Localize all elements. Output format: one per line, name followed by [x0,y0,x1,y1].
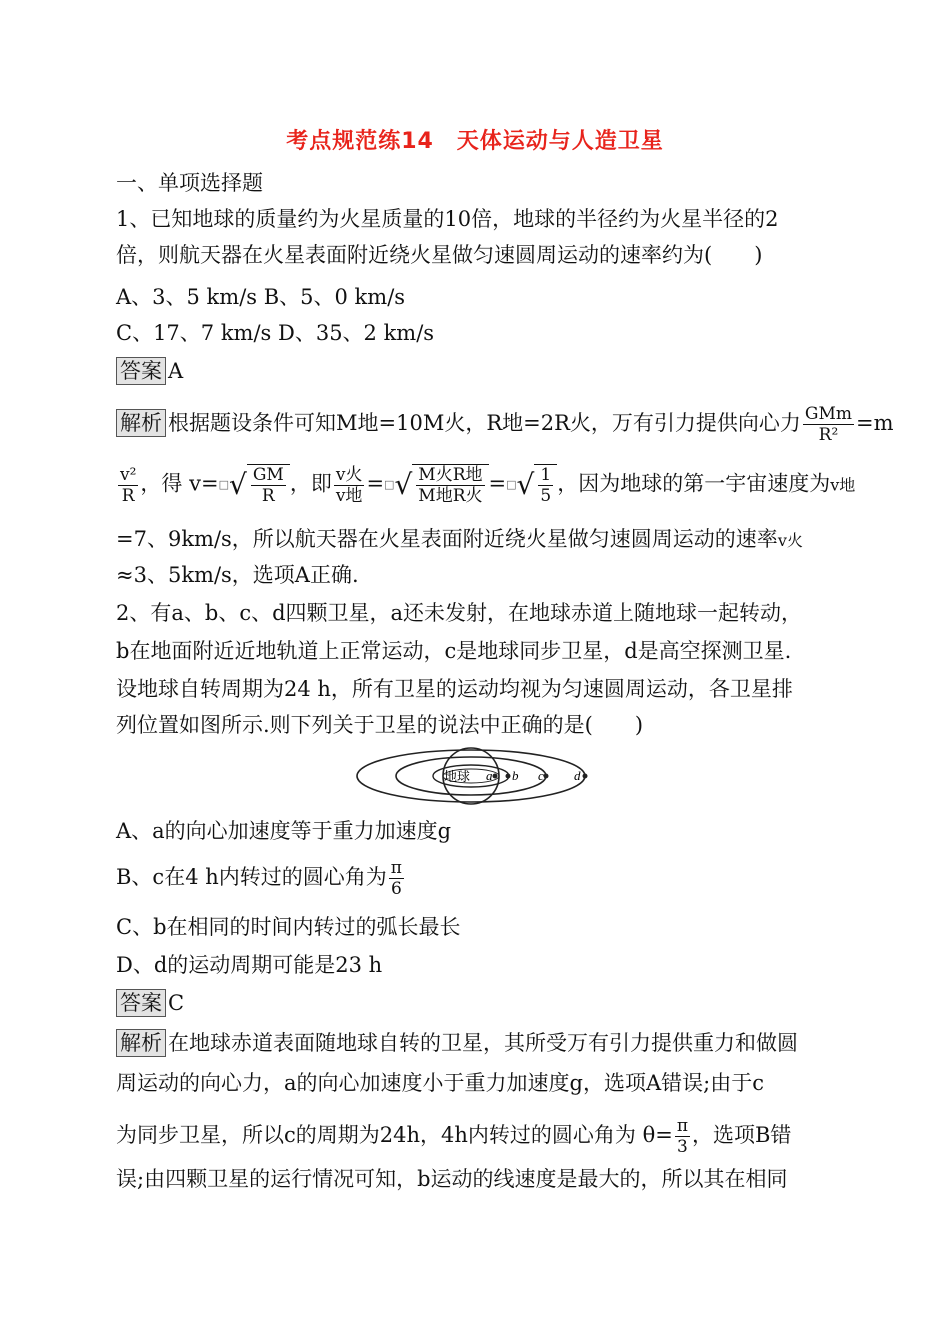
q1-frac-v2r [118,465,138,506]
orbit-c [396,757,546,795]
frac-denominator: M地R火 [418,486,483,506]
frac-numerator: GM [252,465,284,485]
q1-analysis-line4: ≈3、5km/s，选项A正确. [116,563,359,587]
satellite-c-dot [544,774,549,779]
q1-v-earth: v地 [830,475,856,495]
q2-option-b-text: B、c在4 h内转过的圆心角为 [116,865,387,889]
q1-analysis-eq: M地=10M火，R地=2R火，万有引力提供向心力 [336,411,801,435]
q2-option-a: A、a的向心加速度等于重力加速度g [116,819,452,843]
placeholder-box-icon: □ [218,478,229,491]
q2-analysis-line1 [116,1028,798,1058]
q1-options-cd: C、17、7 km/s D、35、2 km/s [116,321,435,345]
q1-sqrt-mr [412,464,488,506]
sqrt-icon: √ [516,468,535,501]
answer-tag: 答案 [116,357,166,385]
answer-tag: 答案 [116,989,166,1017]
frac-numerator: M火R地 [418,465,483,485]
frac-numerator: GMm [804,404,853,424]
q1-answer [116,356,183,386]
q1-sqrt-15 [534,464,557,506]
q1-v-eq: v= [189,471,219,496]
q1-frac-vratio [334,465,365,506]
placeholder-box-icon: □ [384,478,395,491]
frac-numerator: π [390,858,402,878]
q1-text-de: ，得 [140,471,183,496]
q2-answer-value: C [168,991,185,1015]
section-heading: 一、单项选择题 [116,171,263,195]
q2-option-c: C、b在相同的时间内转过的弧长最长 [116,915,461,939]
q1-analysis-line1 [116,404,894,445]
q1-frac-mr [416,465,484,506]
frac-denominator: 3 [676,1137,688,1157]
q2-stem-line4: 列位置如图所示.则下列关于卫星的说法中正确的是( ) [116,713,644,737]
frac-denominator: R [121,485,135,506]
sqrt-icon: √ [394,468,413,501]
q1-analysis-text: 根据题设条件可知 [168,411,336,435]
frac-denominator: R [261,486,275,506]
frac-denominator: R² [818,425,839,445]
q1-analysis-text3: =7、9km/s，所以航天器在火星表面附近绕火星做匀速圆周运动的速率 [116,527,778,551]
satellite-b-label: b [512,768,519,783]
page-title: 考点规范练14 天体运动与人造卫星 [286,129,664,154]
q2-stem-line2: b在地面附近近地轨道上正常运动，c是地球同步卫星，d是高空探测卫星. [116,639,792,663]
q1-stem-line1: 1、已知地球的质量约为火星质量的10倍，地球的半径约为火星半径的2 [116,207,779,231]
q1-options-ab: A、3、5 km/s B、5、0 km/s [116,285,406,309]
q2-frac-pi6 [389,858,404,899]
frac-denominator: 5 [540,486,552,506]
frac-denominator: 6 [390,879,402,899]
sqrt-icon: √ [228,468,247,501]
q2-analysis-tail3: ，选项B错 [692,1123,792,1147]
satellite-b-dot [506,774,511,779]
q1-frac-15 [538,465,553,506]
satellite-d-dot [583,774,588,779]
q2-analysis-text3: 为同步卫星，所以c的周期为24h，4h内转过的圆心角为 θ= [116,1123,673,1147]
q1-stem-line2: 倍，则航天器在火星表面附近绕火星做匀速圆周运动的速率约为( ) [116,243,763,267]
q1-frac-gmr [251,465,286,506]
q2-analysis-text1: 在地球赤道表面随地球自转的卫星，其所受万有引力提供重力和做圆 [168,1031,798,1055]
q2-stem-line1: 2、有a、b、c、d四颗卫星，a还未发射，在地球赤道上随地球一起转动， [116,601,803,625]
q1-analysis-line2: $\frac{\text{v²}}{R}$ ，得 v=□√ $\frac{GM}{R}$ ，即 $\frac{\text{v火}}{\text{v地}}$ =□√ $\frac{\text{M火R地}}{\text{M地R火}}$ =□√ $\frac{1}{5}$ ，因为地球的第一宇宙速度为v地 [120,464,856,506]
q2-frac-pi3 [675,1116,690,1157]
q2-analysis-line2: 周运动的向心力，a的向心加速度小于重力加速度g，选项A错误;由于c [116,1071,764,1095]
frac-numerator: v² [120,464,137,485]
q2-option-b [116,858,406,899]
placeholder-box-icon: □ [506,478,517,491]
q1-sqrt-gm [247,464,290,506]
analysis-tag: 解析 [116,1029,166,1057]
q2-stem-line3: 设地球自转周期为24 h，所有卫星的运动均视为匀速圆周运动，各卫星排 [116,677,793,701]
q1-v-mars: v火 [777,531,803,550]
q1-eq-m: =m [856,411,894,435]
frac-numerator: v火 [335,464,363,485]
q1-text-ji: ，即 [289,471,332,496]
frac-numerator: 1 [540,465,552,485]
q1-text-because: ，因为地球的第一宇宙速度为 [557,471,831,496]
q2-analysis-line3 [116,1116,791,1157]
satellite-a-label: a [486,768,493,783]
frac-denominator: v地 [335,485,363,506]
q1-frac-gmm [803,404,854,445]
q2-option-d: D、d的运动周期可能是23 h [116,953,383,977]
satellite-c-label: c [538,768,544,783]
frac-numerator: π [676,1116,688,1136]
satellite-a-dot [493,774,498,779]
q2-analysis-line4: 误;由四颗卫星的运行情况可知，b运动的线速度是最大的，所以其在相同 [116,1167,788,1191]
satellite-d-label: d [574,768,581,783]
q1-answer-value: A [168,359,184,383]
q2-answer [116,988,184,1018]
analysis-tag: 解析 [116,409,166,437]
q1-analysis-line3 [116,524,803,556]
earth-label: 地球 [444,770,471,785]
satellite-orbit-figure [338,742,588,814]
